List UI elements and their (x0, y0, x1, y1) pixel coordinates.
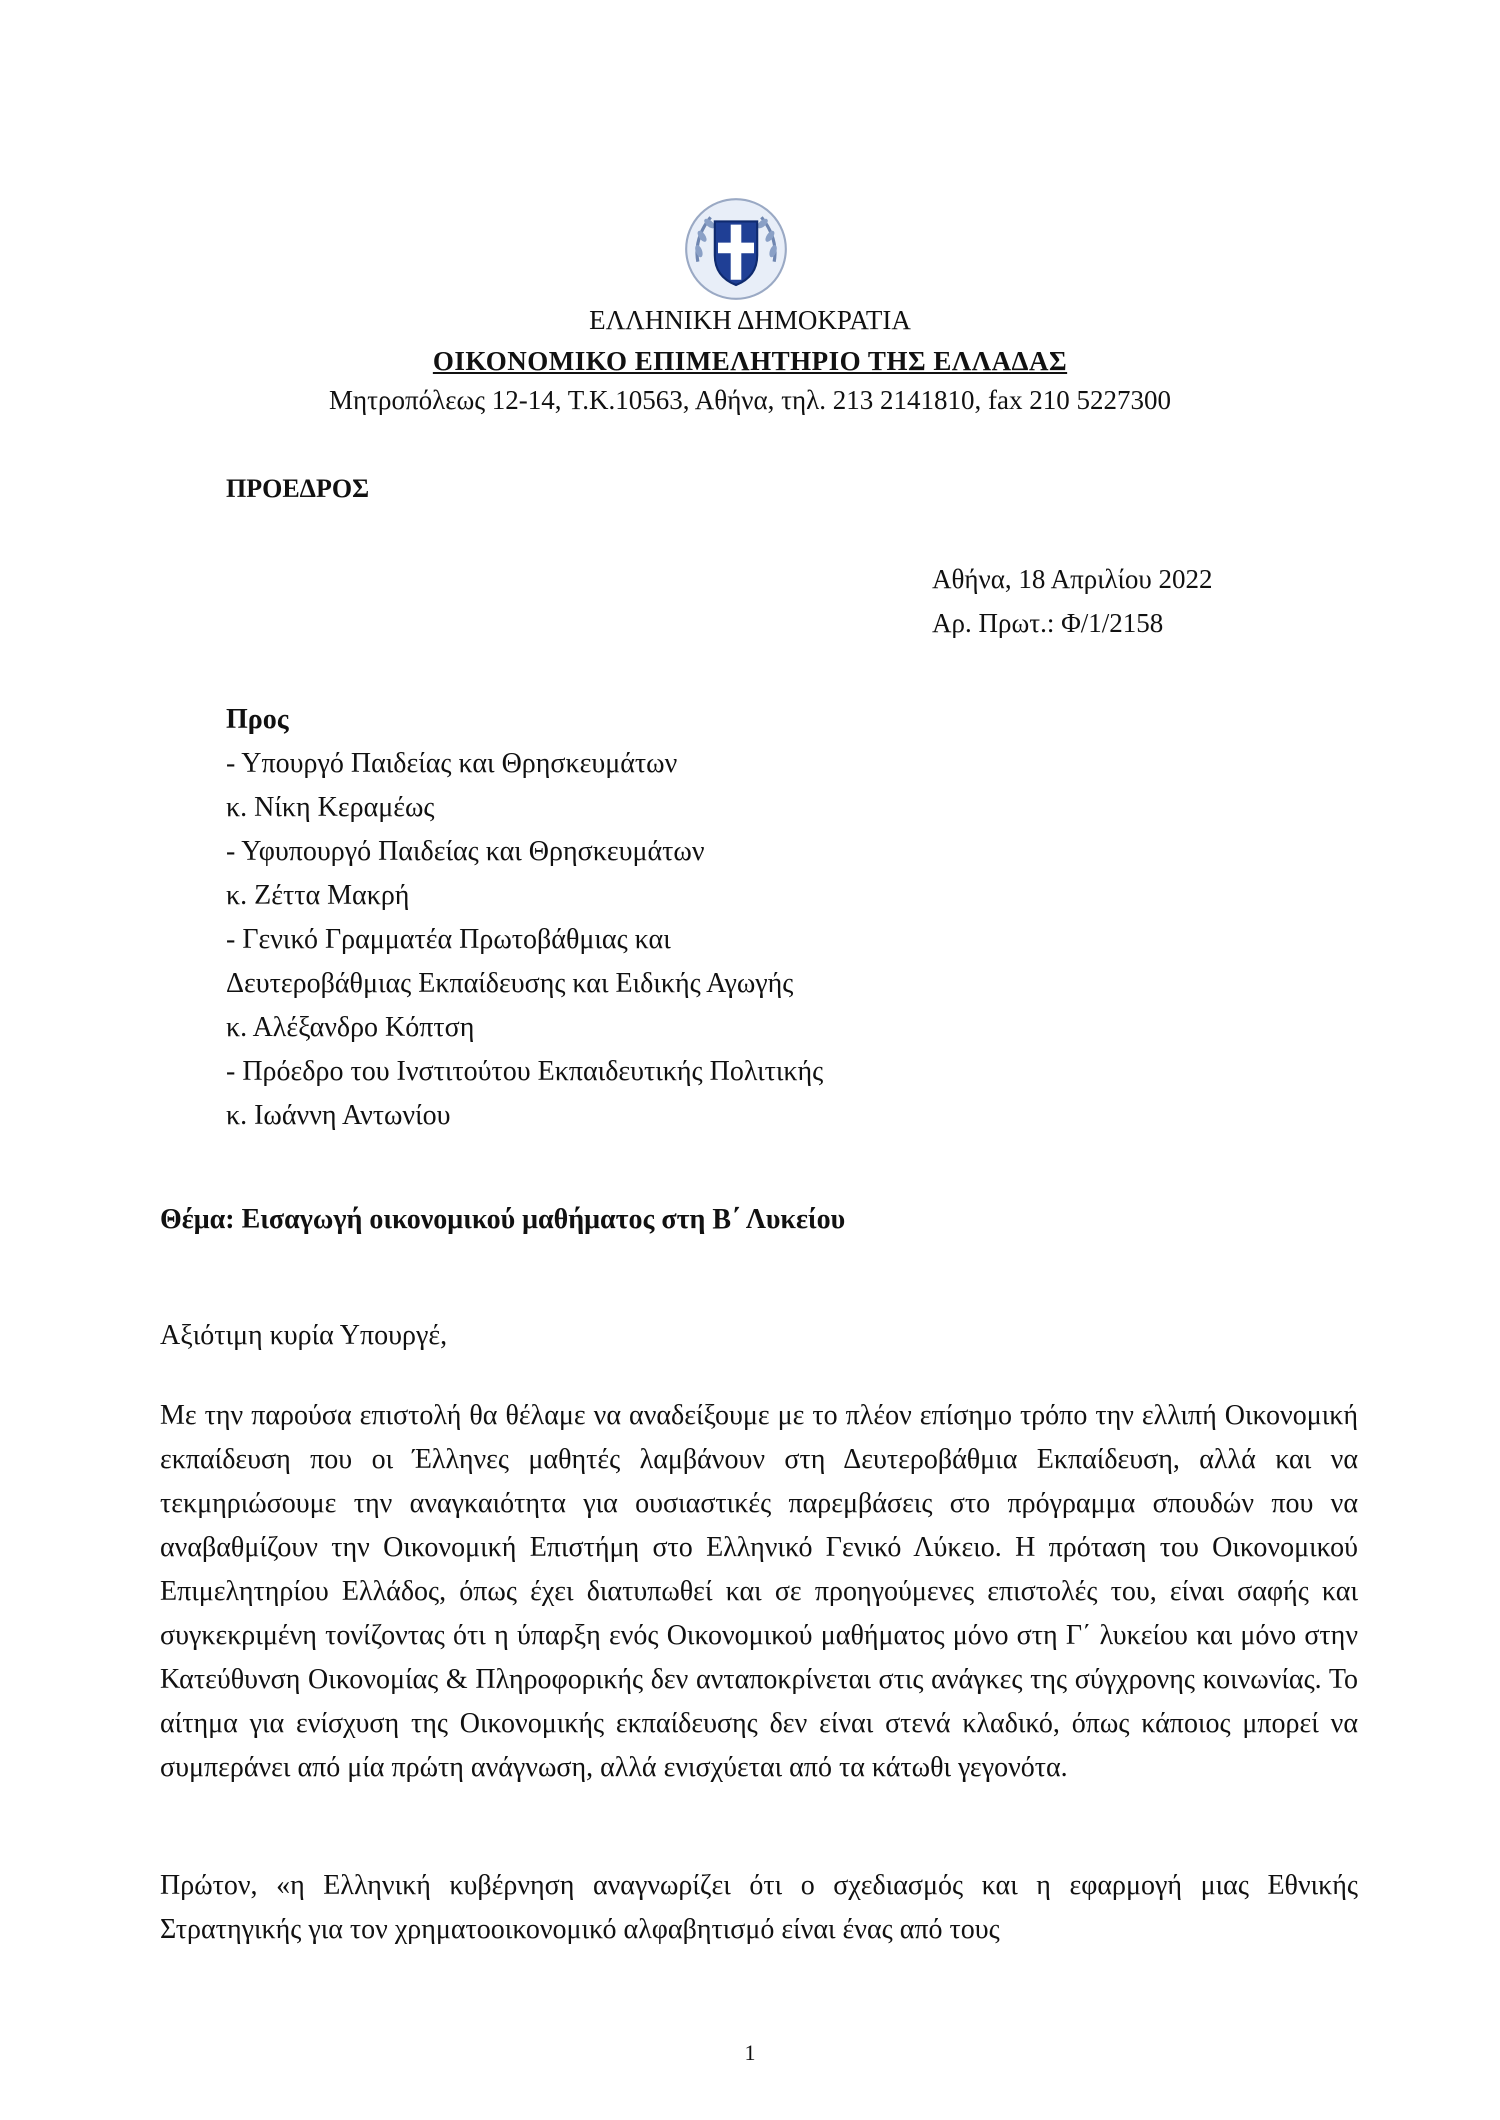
recipient-line: - Υπουργό Παιδείας και Θρησκευμάτων (226, 748, 678, 779)
country-name: ΕΛΛΗΝΙΚΗ ΔΗΜΟΚΡΑΤΙΑ (589, 305, 911, 335)
letter-greeting: Αξιότιμη κυρία Υπουργέ, (160, 1320, 448, 1351)
recipient-line: κ. Αλέξανδρο Κόπτση (226, 1012, 475, 1043)
sender-title: ΠΡΟΕΔΡΟΣ (226, 474, 370, 503)
letter-subject: Θέμα: Εισαγωγή οικονομικού μαθήματος στη Β΄ Λυκείου (160, 1204, 846, 1235)
date-block (932, 557, 1213, 645)
recipients-block (226, 698, 823, 1138)
recipient-line: - Γενικό Γραμματέα Πρωτοβάθμιας και (226, 924, 671, 955)
recipient-line: κ. Ζέττα Μακρή (226, 880, 410, 911)
organization-address: Μητροπόλεως 12-14, Τ.Κ.10563, Αθήνα, τηλ. 213 2141810, fax 210 5227300 (329, 385, 1171, 415)
recipient-line: κ. Νίκη Κεραμέως (226, 792, 435, 823)
protocol-number: Αρ. Πρωτ.: Φ/1/2158 (932, 608, 1164, 638)
recipient-line: - Υφυπουργό Παιδείας και Θρησκευμάτων (226, 836, 705, 867)
coat-of-arms-seal (683, 196, 789, 302)
recipients-heading: Προς (226, 704, 289, 735)
body-paragraph: Πρώτον, «η Ελληνική κυβέρνηση αναγνωρίζει ότι ο σχεδιασμός και η εφαρμογή μιας Εθνικής Στρατηγικής για τον χρηματοοικονομικό αλφαβητισμό είναι ένας από τους (160, 1870, 1358, 1945)
body-paragraph: Με την παρούσα επιστολή θα θέλαμε να αναδείξουμε με το πλέον επίσημο τρόπο την ελλιπή Οικονομική εκπαίδευση που οι Έλληνες μαθητές λαμβάνουν στη Δευτεροβάθμια Εκπαίδευση, αλλά και να τεκμηριώσουμε την αναγκαιότητα για ουσιαστικές παρεμβάσεις στο πρόγραμμα σπουδών που να αναβαθμίζουν την Οικονομική Επιστήμη στο Ελληνικό Γενικό Λύκειο. Η πρόταση του Οικονομικού Επιμελητηρίου Ελλάδος, όπως έχει διατυπωθεί και σε προηγούμενες επιστολές του, είναι σαφής και συγκεκριμένη τονίζοντας ότι η ύπαρξη ενός Οικονομικού μαθήματος μόνο στη Γ΄ λυκείου και μόνο στην Κατεύθυνση Οικονομίας & Πληροφορικής δεν ανταποκρίνεται στις ανάγκες της σύγχρονης κοινωνίας. Το αίτημα για ενίσχυση της Οικονομικής εκπαίδευσης δεν είναι στενά κλαδικό, όπως κάποιος μπορεί να συμπεράνει από μία πρώτη ανάγνωση, αλλά ενισχύεται από τα κάτωθι γεγονότα. (160, 1400, 1358, 1783)
recipient-line: - Πρόεδρο του Ινστιτούτου Εκπαιδευτικής Πολιτικής (226, 1056, 824, 1087)
organization-name: ΟΙΚΟΝΟΜΙΚΟ ΕΠΙΜΕΛΗΤΗΡΙΟ ΤΗΣ ΕΛΛΑΔΑΣ (432, 346, 1068, 376)
page-number: 1 (744, 2040, 756, 2065)
recipient-line: Δευτεροβάθμιας Εκπαίδευσης και Ειδικής Αγωγής (226, 968, 794, 999)
recipient-line: κ. Ιωάννη Αντωνίου (226, 1100, 451, 1131)
date-line: Αθήνα, 18 Απριλίου 2022 (932, 564, 1213, 594)
